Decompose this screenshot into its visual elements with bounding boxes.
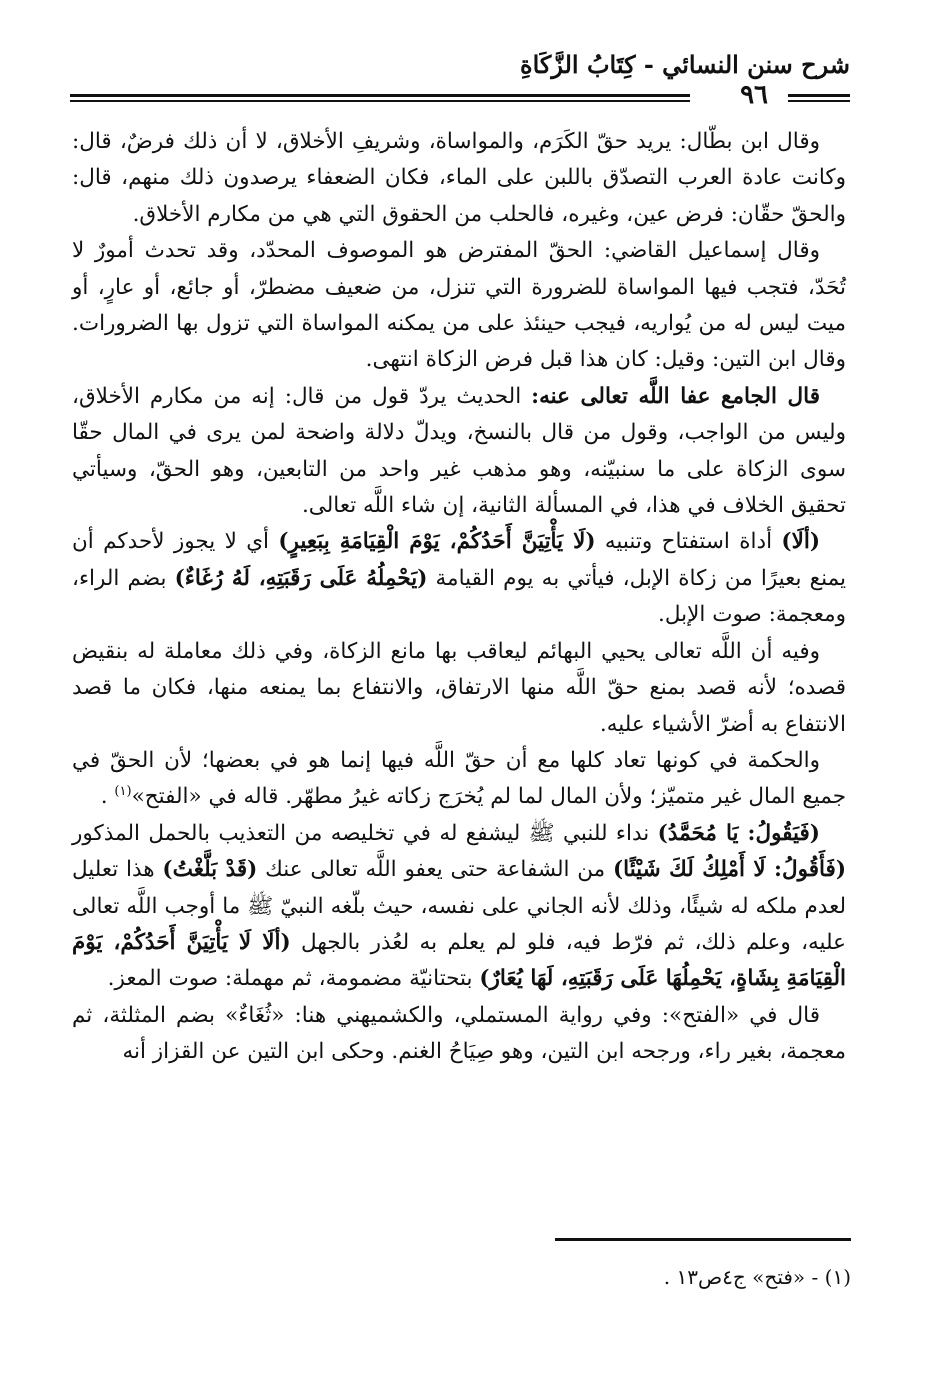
footnote-1: (١) - «فتح» ج٤ص١٣ . [663, 1265, 851, 1289]
book-title: شرح سنن النسائي - كِتَابُ الزَّكَاةِ [520, 50, 850, 79]
hadith-quote: (قَدْ بَلَّغْتُ) [162, 857, 258, 883]
paragraph-hadith-camel [72, 524, 846, 633]
commentary-text: نداء للنبي ﷺ ليشفع له في تخليصه من التعذيب بالحمل المذكور [72, 820, 658, 846]
hadith-quote: (لَا يَأْتِيَنَّ أَحَدُكُمْ، يَوْمَ الْقِيَامَةِ بِبَعِيرٍ) [278, 529, 596, 555]
commentary-text: . [100, 784, 115, 810]
main-text [72, 124, 846, 1071]
hadith-quote: (فَيَقُولُ: يَا مُحَمَّدُ) [657, 820, 820, 846]
paragraph-fath-narration: قال في «الفتح»: وفي رواية المستملي، والكشميهني هنا: «ثُغَاءٌ» بضم المثلثة، ثم معجمة، بغير راء، ورجحه ابن التين، وهو صِيَاحُ الغنم. وحكى ابن التين عن القزاز أنه [72, 1002, 846, 1065]
paragraph-ismail-alqadi: وقال إسماعيل القاضي: الحقّ المفترض هو الموصوف المحدّد، وقد تحدث أمورٌ لا تُحَدّ، فتجب فيها المواساة للضرورة التي تنزل، من ضعيف مضطرّ، أو جائع، أو عارٍ، أو ميت ليس له من يُواريه، فيجب حينئذ على من يمكنه المواساة التي تزول بها الضرورات. وقال ابن التين: وقيل: كان هذا قبل فرض الزكاة انتهى. [72, 238, 846, 373]
header-double-rule-short [788, 94, 850, 102]
commentary-text: أي لا يجوز لأحدكم أن يمنع بعيرًا من زكاة الإبل، فيأتي به يوم القيامة [72, 529, 847, 591]
hadith-quote: (ألَا) [781, 529, 820, 555]
commentary-text: أداة استفتاح وتنبيه [595, 529, 782, 555]
footnote-reference: (١) [114, 784, 132, 800]
paragraph-ibn-battal: وقال ابن بطّال: يريد حقّ الكَرَم، والمواساة، وشريفِ الأخلاق، لا أن ذلك فرضٌ، قال: وكانت عادة العرب التصدّق باللبن على الماء، فكان الضعفاء يرصدون ذلك منهم، قال: والحقّ حقّان: فرض عين، وغيره، فالحلب من الحقوق التي هي من مكارم الأخلاق. [72, 129, 846, 227]
page-number: ٩٦ [734, 80, 774, 110]
author-note-label: قال الجامع عفا اللَّه تعالى عنه: [531, 383, 820, 409]
commentary-text: هذا تعليل لعدم ملكه له شيئًا، وذلك لأنه الجاني على نفسه، حيث بلّغه النبيّ ﷺ ما أوجب اللَّه تعالى عليه، وعلم ذلك، ثم فرّط فيه، فلو لم يعلم به لعُذر بالجهل [72, 857, 846, 955]
hadith-quote: (ألَا لَا يَأْتِيَنَّ أَحَدُكُمْ، يَوْمَ الْقِيَامَةِ بِشَاةٍ، يَحْمِلُهَا عَلَى رَقَبَتِهِ، لَهَا يُعَارٌ) [72, 929, 846, 992]
hadith-quote: (يَحْمِلُهُ عَلَى رَقَبَتِهِ، لَهُ رُغَاءٌ) [174, 565, 428, 591]
paragraph-hadith-intercession [72, 816, 846, 998]
commentary-text: من الشفاعة حتى يعفو اللَّه تعالى عنك [257, 857, 613, 883]
header-double-rule [70, 94, 690, 102]
commentary-text: والحكمة في كونها تعاد كلها مع أن حقّ اللَّه فيها إنما هو في بعضها؛ لأن الحقّ في جميع المال غير متميّز؛ ولأن المال لما لم يُخرَج زكاته غيرُ مطهّر. قاله في «الفتح» [72, 747, 846, 810]
commentary-text: بتحتانيّة مضمومة، ثم مهملة: صوت المعز. [107, 966, 480, 992]
footnote-divider [555, 1238, 851, 1241]
author-note-text: الحديث يردّ قول من قال: إنه من مكارم الأخلاق، وليس من الواجب، وقول من قال بالنسخ، ويدلّ دلالة واضحة لمن يرى في المال حقّا سوى الزكاة على ما سنبيّنه، وهو مذهب غير واحد من التابعين، وهو الحقّ، وسيأتي تحقيق الخلاف في هذا، في المسألة الثانية، إن شاء اللَّه تعالى. [72, 383, 846, 519]
paragraph-resurrection-animals: وفيه أن اللَّه تعالى يحيي البهائم ليعاقب بها مانع الزكاة، وفي ذلك معاملة له بنقيض قصده؛ لأنه قصد بمنع حقّ اللَّه منها الارتفاق، والانتفاع بما يمنعه منها، فكان ما قصد الانتفاع به أضرّ الأشياء عليه. [72, 638, 846, 737]
paragraph-jami-comment [72, 379, 846, 525]
hadith-quote: (فَأَقُولُ: لَا أَمْلِكُ لَكَ شَيْئًا) [612, 857, 847, 883]
page-header [70, 44, 850, 114]
paragraph-wisdom [72, 743, 846, 816]
commentary-text: بضم الراء، ومعجمة: صوت الإبل. [72, 565, 846, 628]
